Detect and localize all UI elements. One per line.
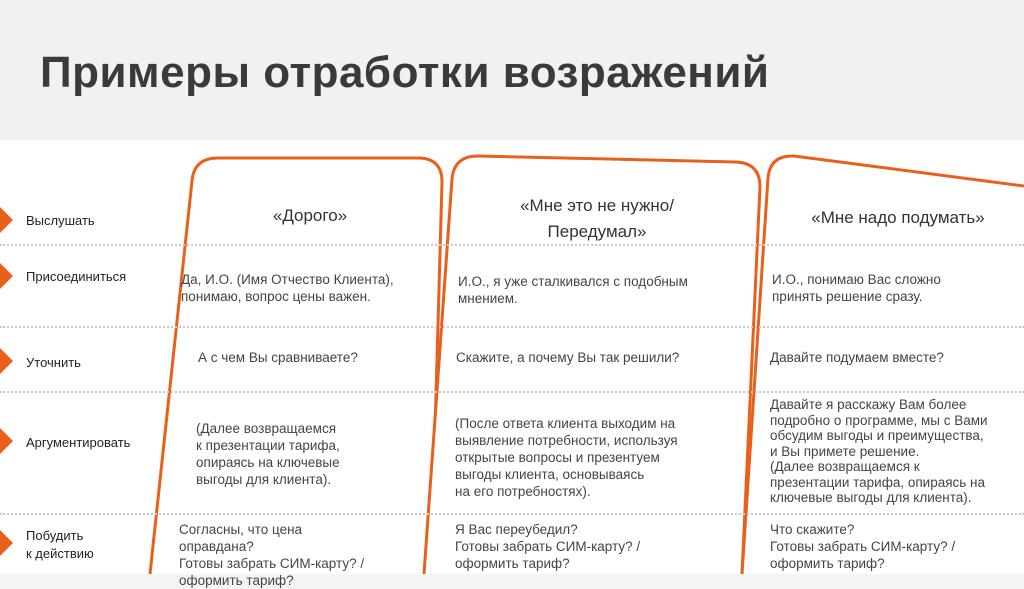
cell-think-clarify: Давайте подумаем вместе? (770, 350, 944, 365)
row-marker-icon (0, 207, 13, 233)
column-heading-not-needed: «Мне это не нужно/ Передумал» (520, 196, 674, 241)
row-label-join: Присоединиться (26, 269, 127, 284)
cell-expensive-join: Да, И.О. (Имя Отчество Клиента), понимаю, вопрос цены важен. (181, 272, 394, 304)
cell-think-argue: Давайте я расскажу Вам более подробно о программе, мы с Вами обсудим выгоды и преимущества, и Вы примете решение. (Далее возвращаемся к презентации тарифа, опираясь на ключевые выгоды для клиента). (770, 397, 988, 505)
cell-think-join: И.О., понимаю Вас сложно принять решение сразу. (772, 272, 941, 304)
cell-not-needed-motivate: Я Вас переубедил? Готовы забрать СИМ-карту? / оформить тариф? (455, 522, 641, 571)
column-heading-think-about-it: «Мне надо подумать» (811, 208, 985, 227)
cell-expensive-clarify: А с чем Вы сравниваете? (198, 350, 358, 365)
row-marker-icon (0, 428, 13, 454)
cell-not-needed-join: И.О., я уже сталкивался с подобным мнением. (458, 274, 688, 306)
row-divider (0, 513, 1024, 515)
cell-expensive-argue: (Далее возвращаемся к презентации тарифа, опираясь на ключевые выгоды для клиента). (196, 421, 340, 487)
row-divider (0, 391, 1024, 393)
row-label-motivate: Побудить к действию (26, 528, 94, 561)
row-label-argue: Аргументировать (26, 435, 131, 450)
cell-not-needed-argue: (После ответа клиента выходим на выявление потребности, используя открытые вопросы и презентуем выгоды клиента, основываясь на его потребностях). (455, 416, 678, 499)
column-heading-expensive: «Дорого» (272, 206, 348, 225)
cell-think-motivate: Что скажите? Готовы забрать СИМ-карту? / оформить тариф? (770, 522, 956, 571)
row-marker-icon (0, 348, 13, 374)
row-marker-icon (0, 530, 13, 556)
row-divider (0, 326, 1024, 328)
row-label-clarify: Уточнить (26, 355, 81, 370)
cell-not-needed-clarify: Скажите, а почему Вы так решили? (456, 350, 680, 365)
row-label-listen: Выслушать (26, 213, 95, 228)
page-title: Примеры отработки возражений (40, 48, 770, 97)
cell-expensive-motivate: Согласны, что цена оправдана? Готовы забрать СИМ-карту? / оформить тариф? (179, 522, 365, 588)
row-marker-icon (0, 263, 13, 289)
